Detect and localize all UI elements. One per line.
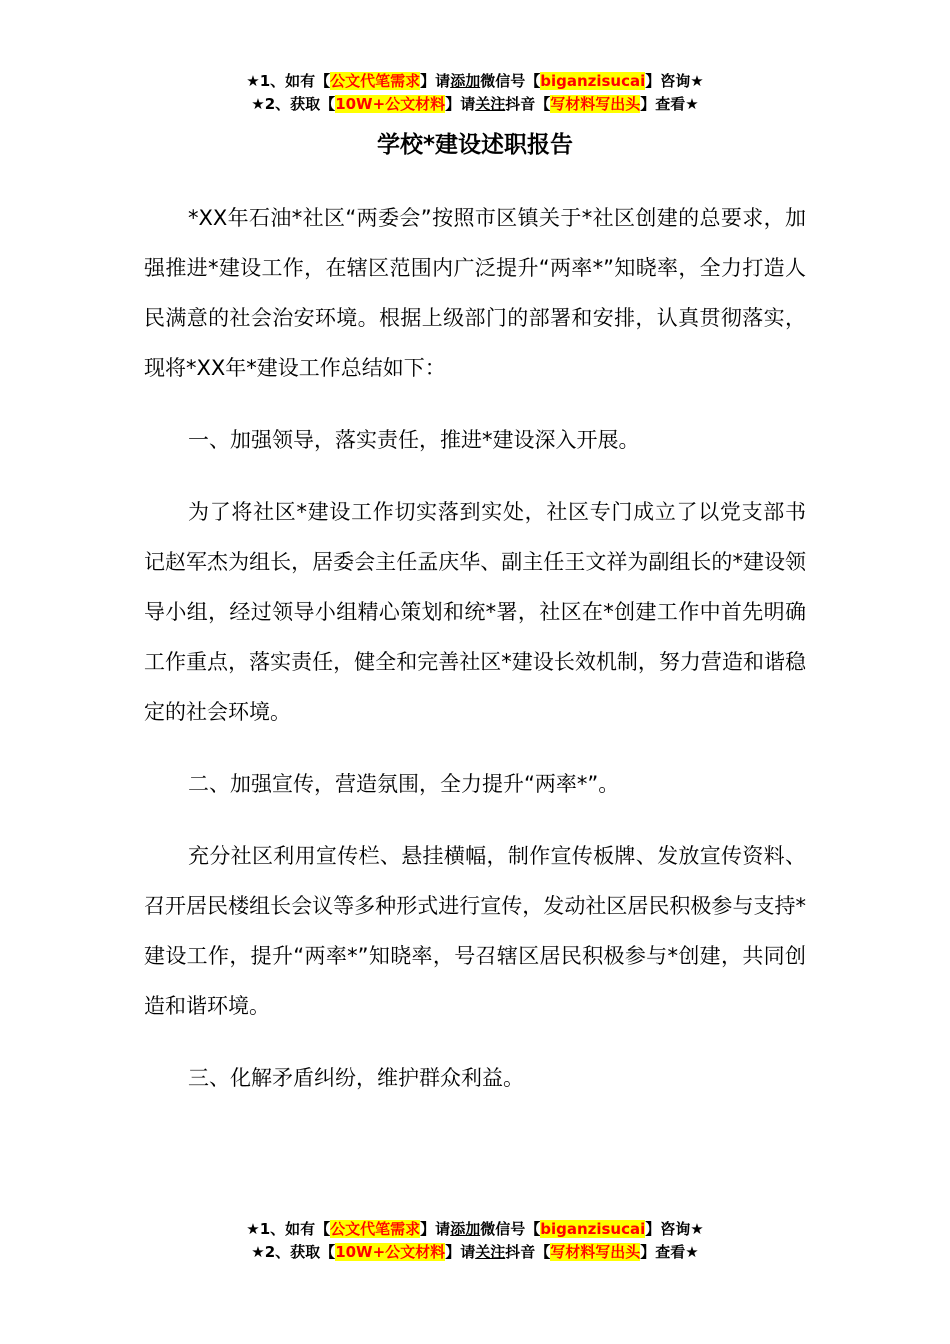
document-body bbox=[144, 193, 806, 1125]
header-ad-line-2 bbox=[0, 93, 950, 115]
ad-underlined-text: 关注 bbox=[475, 1243, 506, 1261]
ad-suffix: 】咨询★ bbox=[645, 72, 704, 90]
section-heading-3: 三、化解矛盾纠纷，维护群众利益。 bbox=[188, 1066, 524, 1090]
paragraph-section-1: 为了将社区*建设工作切实落到实处，社区专门成立了以党支部书记赵军杰为组长，居委会主任孟庆华、副主任王文祥为副组长的*建设领导小组，经过领导小组精心策划和统*署，社区在*创建工作中首先明确工作重点，落实责任，健全和完善社区*建设长效机制，努力营造和谐稳定的社会环境。 bbox=[144, 500, 806, 724]
ad-highlight-service: 公文代笔需求 bbox=[330, 72, 421, 90]
paragraph-intro: *XX年石油*社区“两委会”按照市区镇关于*社区创建的总要求，加强推进*建设工作，在辖区范围内广泛提升“两率*”知晓率，全力打造人民满意的社会治安环境。根据上级部门的部署和安排，认真贯彻落实，现将*XX年*建设工作总结如下： bbox=[144, 206, 806, 380]
ad-underlined-text: 添加 bbox=[450, 1220, 481, 1238]
ad-text: 微信号【 bbox=[480, 1220, 541, 1238]
paragraph-section-2: 充分社区利用宣传栏、悬挂横幅，制作宣传板牌、发放宣传资料、召开居民楼组长会议等多种形式进行宣传，发动社区居民积极参与支持*建设工作，提升“两率*”知晓率，号召辖区居民积极参与*创建，共同创造和谐环境。 bbox=[144, 844, 806, 1018]
ad-prefix: ★2、获取【 bbox=[251, 1243, 336, 1261]
ad-prefix: ★1、如有【 bbox=[246, 1220, 331, 1238]
ad-suffix: 】查看★ bbox=[640, 1243, 699, 1261]
ad-prefix: ★2、获取【 bbox=[251, 95, 336, 113]
ad-text: 】请 bbox=[445, 1243, 476, 1261]
ad-suffix: 】查看★ bbox=[640, 95, 699, 113]
ad-text: 抖音【 bbox=[505, 95, 551, 113]
ad-highlight-service: 公文代笔需求 bbox=[330, 1220, 421, 1238]
document-title: 学校*建设述职报告 bbox=[376, 132, 574, 158]
footer-ad-line-2 bbox=[0, 1241, 950, 1263]
section-heading-2: 二、加强宣传，营造氛围，全力提升“两率*”。 bbox=[188, 772, 620, 796]
ad-text: 】请 bbox=[420, 1220, 451, 1238]
ad-underlined-text: 添加 bbox=[450, 72, 481, 90]
ad-text: 微信号【 bbox=[480, 72, 541, 90]
ad-prefix: ★1、如有【 bbox=[246, 72, 331, 90]
ad-text: 】请 bbox=[445, 95, 476, 113]
header-ad-line-1 bbox=[0, 70, 950, 92]
ad-text: 】请 bbox=[420, 72, 451, 90]
ad-highlight-douyin-account: 写材料写出头 bbox=[550, 1243, 641, 1261]
ad-highlight-wechat-id: biganzisucai bbox=[540, 1220, 646, 1238]
ad-highlight-materials: 10W+公文材料 bbox=[335, 95, 446, 113]
ad-highlight-materials: 10W+公文材料 bbox=[335, 1243, 446, 1261]
ad-text: 抖音【 bbox=[505, 1243, 551, 1261]
ad-underlined-text: 关注 bbox=[475, 95, 506, 113]
ad-suffix: 】咨询★ bbox=[645, 1220, 704, 1238]
ad-highlight-wechat-id: biganzisucai bbox=[540, 72, 646, 90]
section-heading-1: 一、加强领导，落实责任，推进*建设深入开展。 bbox=[188, 428, 640, 452]
ad-highlight-douyin-account: 写材料写出头 bbox=[550, 95, 641, 113]
footer-ad-line-1 bbox=[0, 1218, 950, 1240]
